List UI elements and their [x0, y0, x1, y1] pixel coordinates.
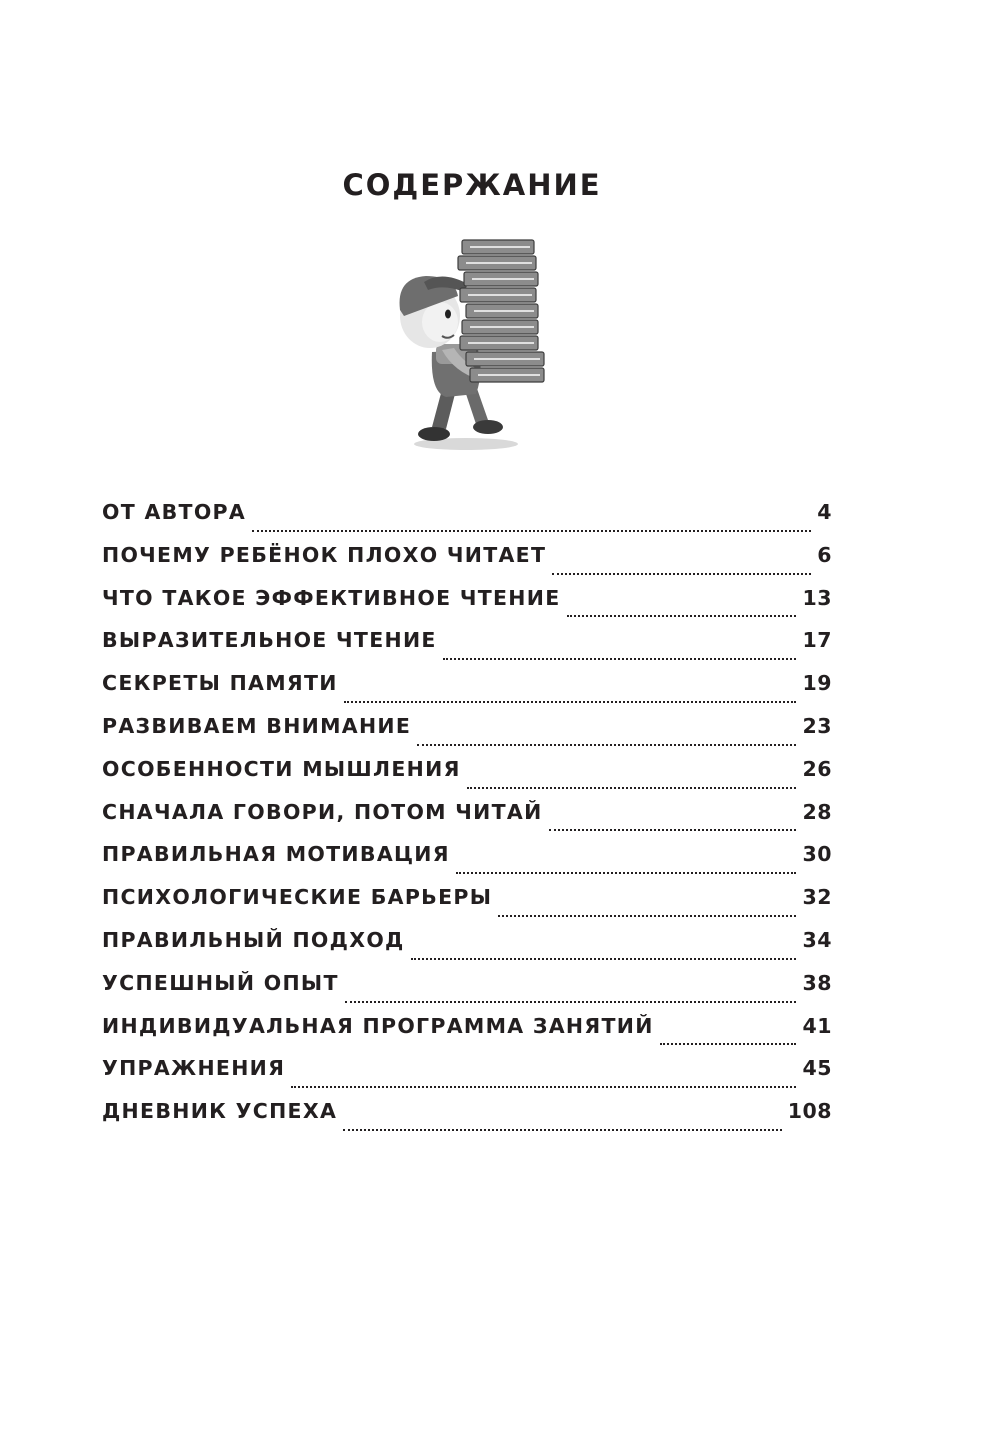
dot-leader [443, 658, 797, 660]
toc-entry-page: 19 [802, 671, 832, 696]
toc-entry[interactable] [102, 500, 832, 543]
toc-entry[interactable] [102, 543, 832, 586]
toc-entry[interactable] [102, 1056, 832, 1099]
toc-entry-title: ПРАВИЛЬНАЯ МОТИВАЦИЯ [102, 842, 450, 867]
toc-entry[interactable] [102, 800, 832, 843]
page-title: СОДЕРЖАНИЕ [342, 168, 602, 202]
dot-leader [498, 915, 796, 917]
toc-entry-page: 4 [817, 500, 832, 524]
toc-entry[interactable] [102, 842, 832, 885]
dot-leader [567, 615, 797, 617]
toc-entry[interactable] [102, 628, 832, 671]
dot-leader [552, 573, 811, 575]
toc-entry-title: РАЗВИВАЕМ ВНИМАНИЕ [102, 713, 412, 738]
dot-leader [344, 701, 797, 703]
toc-entry[interactable] [102, 971, 832, 1014]
boy-carrying-books-illustration [384, 232, 564, 454]
toc-entry-title: ОТ АВТОРА [102, 500, 247, 524]
dot-leader [660, 1043, 797, 1045]
toc-entry-title: УСПЕШНЫЙ ОПЫТ [102, 970, 339, 995]
toc-entry-page: 41 [802, 1013, 832, 1038]
dot-leader [252, 530, 811, 532]
toc-entry-title: ИНДИВИДУАЛЬНАЯ ПРОГРАММА ЗАНЯТИЙ [102, 1013, 654, 1038]
dot-leader [467, 787, 797, 789]
toc-entry-title: ВЫРАЗИТЕЛЬНОЕ ЧТЕНИЕ [102, 628, 437, 653]
dot-leader [417, 744, 796, 746]
toc-entry[interactable] [102, 757, 832, 800]
toc-entry-title: СЕКРЕТЫ ПАМЯТИ [102, 671, 338, 696]
dot-leader [345, 1001, 797, 1003]
toc-entry-title: ПРАВИЛЬНЫЙ ПОДХОД [102, 927, 405, 952]
toc-entry-title: ЧТО ТАКОЕ ЭФФЕКТИВНОЕ ЧТЕНИЕ [102, 585, 561, 610]
table-of-contents [102, 500, 832, 1142]
toc-entry-title: СНАЧАЛА ГОВОРИ, ПОТОМ ЧИТАЙ [102, 799, 543, 824]
toc-entry[interactable] [102, 1014, 832, 1057]
toc-entry-page: 108 [787, 1099, 832, 1124]
toc-entry-title: ОСОБЕННОСТИ МЫШЛЕНИЯ [102, 756, 461, 781]
dot-leader [456, 872, 797, 874]
toc-entry-title: УПРАЖНЕНИЯ [102, 1056, 286, 1081]
toc-entry-page: 45 [802, 1056, 832, 1081]
dot-leader [343, 1129, 782, 1131]
toc-entry[interactable] [102, 885, 832, 928]
toc-entry-page: 23 [802, 713, 832, 738]
toc-entry[interactable] [102, 928, 832, 971]
dot-leader [549, 829, 797, 831]
toc-entry[interactable] [102, 671, 832, 714]
toc-entry-title: ПОЧЕМУ РЕБЁНОК ПЛОХО ЧИТАЕТ [102, 542, 547, 567]
toc-entry-page: 28 [802, 799, 832, 824]
toc-entry-page: 34 [802, 927, 832, 952]
toc-entry[interactable] [102, 1099, 832, 1142]
toc-entry-page: 38 [802, 970, 832, 995]
dot-leader [411, 958, 797, 960]
toc-entry-title: ПСИХОЛОГИЧЕСКИЕ БАРЬЕРЫ [102, 885, 493, 910]
toc-entry[interactable] [102, 714, 832, 757]
toc-entry[interactable] [102, 586, 832, 629]
toc-entry-page: 13 [802, 585, 832, 610]
dot-leader [291, 1086, 796, 1088]
toc-entry-page: 32 [802, 885, 832, 910]
toc-entry-title: ДНЕВНИК УСПЕХА [102, 1099, 338, 1124]
toc-entry-page: 17 [802, 628, 832, 653]
toc-entry-page: 30 [802, 842, 832, 867]
toc-entry-page: 6 [817, 542, 832, 567]
toc-entry-page: 26 [802, 756, 832, 781]
